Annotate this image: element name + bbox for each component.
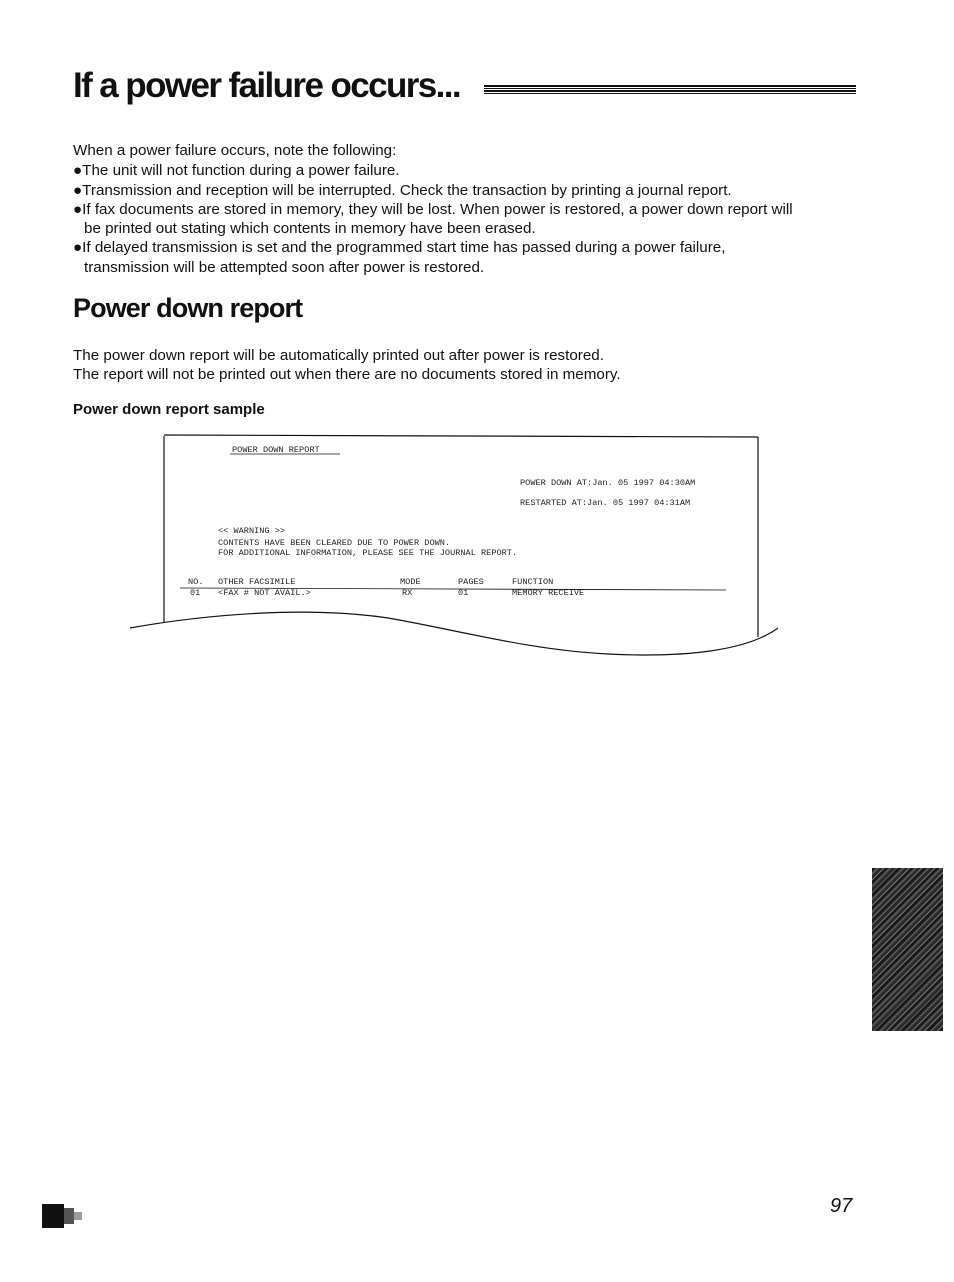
sample-subheading: Power down report sample [73, 401, 265, 418]
bullet-3: ●If fax documents are stored in memory, they will be lost. When power is restored, a power down report will [73, 201, 793, 218]
bullet-4-cont: transmission will be attempted soon after power is restored. [84, 259, 485, 276]
report-sample [128, 432, 788, 662]
title-rule [484, 85, 856, 95]
section-thumb-tab [872, 868, 943, 1031]
page-title: If a power failure occurs... [73, 66, 460, 105]
bullet-1: ●The unit will not function during a power failure. [73, 162, 400, 179]
bullet-2: ●Transmission and reception will be interrupted. Check the transaction by printing a journal report. [73, 182, 732, 199]
report-cell-mode: RX [402, 588, 413, 598]
report-col-mode: MODE [400, 577, 421, 587]
bullet-4: ●If delayed transmission is set and the programmed start time has passed during a power failure, [73, 239, 726, 256]
report-cell-no: 01 [190, 588, 201, 598]
report-cell-function: MEMORY RECEIVE [512, 588, 585, 598]
report-col-pages: PAGES [458, 577, 484, 587]
intro-lead: When a power failure occurs, note the following: [73, 142, 397, 159]
section-heading: Power down report [73, 293, 303, 323]
report-warning: << WARNING >> [218, 526, 286, 536]
report-cell-pages: 01 [458, 588, 469, 598]
page-number: 97 [830, 1195, 853, 1217]
section-para-1: The power down report will be automatically printed out after power is restored. [73, 347, 604, 364]
section-para-2: The report will not be printed out when there are no documents stored in memory. [73, 366, 621, 383]
report-cell-other: <FAX # NOT AVAIL.> [218, 588, 311, 598]
report-message-1: CONTENTS HAVE BEEN CLEARED DUE TO POWER DOWN. [218, 538, 451, 548]
report-message-2: FOR ADDITIONAL INFORMATION, PLEASE SEE THE JOURNAL REPORT. [218, 548, 518, 558]
report-col-no: NO. [188, 577, 204, 587]
report-col-other: OTHER FACSIMILE [218, 577, 296, 587]
corner-scan-mark [40, 1200, 98, 1232]
bullet-3-cont: be printed out stating which contents in memory have been erased. [84, 220, 536, 237]
report-restarted: RESTARTED AT:Jan. 05 1997 04:31AM [520, 498, 691, 508]
report-col-function: FUNCTION [512, 577, 554, 587]
report-title: POWER DOWN REPORT [232, 445, 320, 455]
report-power-down: POWER DOWN AT:Jan. 05 1997 04:30AM [520, 478, 696, 488]
